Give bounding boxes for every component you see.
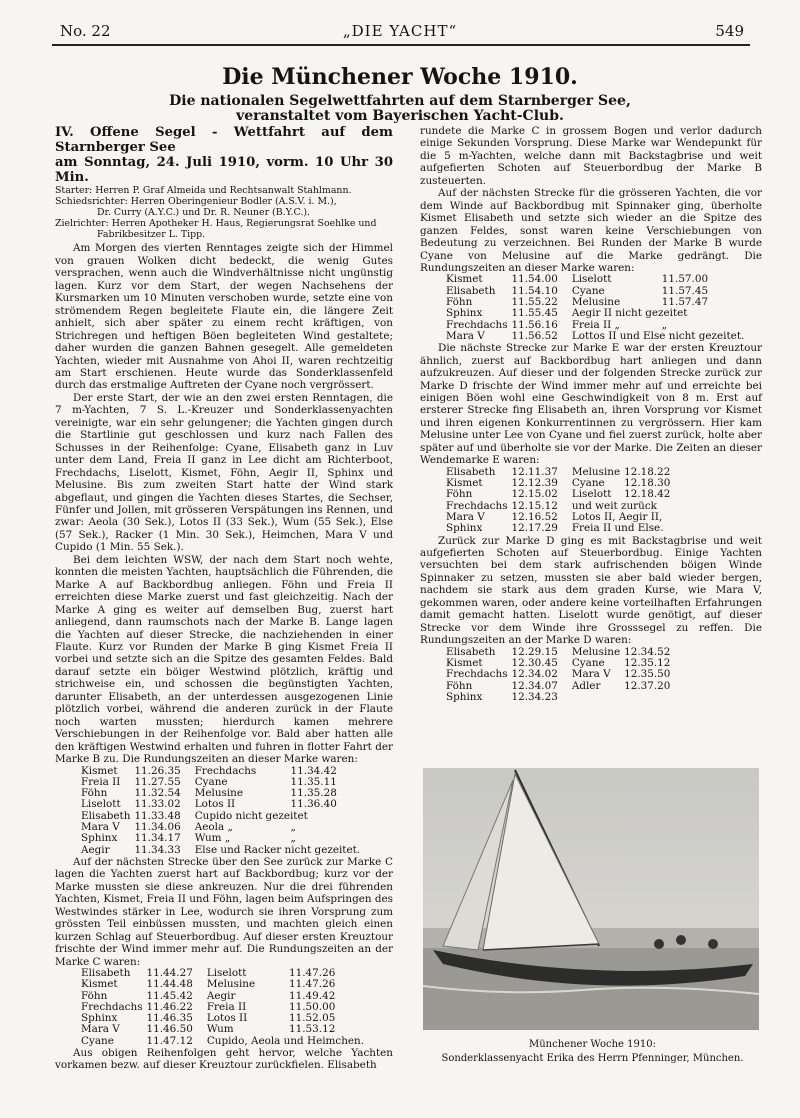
right-column bbox=[420, 125, 762, 703]
table-row: Sphinx 11.34.17 Wum „ „ bbox=[81, 832, 296, 845]
paragraph: Zurück zur Marke D ging es mit Backstagbrise und weit aufgefierten Schoten auf Steuerbordbug. Einige Yachten versuchten bei dem stark aufrischenden böigen Winde Spinnaker zu setzen, mussten sie aber bald wieder bergen, nachdem sie stark aus dem graden Kurse, wie Mara V, gekommen waren, oder andere keine vorteilhaften Erfahrungen damit gemacht hatten. Liselott wurde genötigt, auf dieser Strecke vor dem Winde ihre Grosssegel zu reffen. Die Rundungszeiten an der Marke D waren: bbox=[420, 534, 762, 647]
section-heading: IV. Offene Segel - Wettfahrt auf dem Starnberger See am Sonntag, 24. Juli 1910, vorm. 10 Uhr 30 Min. bbox=[55, 125, 393, 185]
officials-list bbox=[55, 185, 393, 240]
table-row: Sphinx 12.17.29 Freia II und Else. bbox=[446, 522, 664, 535]
water bbox=[423, 943, 759, 1030]
table-row: Aegir 11.34.33 Else und Racker nicht gezeitet. bbox=[81, 843, 361, 856]
table-row: Elisabeth 12.29.15 Melusine 12.34.52 bbox=[446, 645, 671, 658]
table-row: Elisabeth 12.11.37 Melusine 12.18.22 bbox=[446, 465, 671, 478]
sailboat-illustration bbox=[423, 768, 759, 1030]
rounding-times-mark-e bbox=[446, 467, 674, 535]
table-row: Cyane 11.47.12 Cupido, Aeola und Heimchen. bbox=[81, 1034, 365, 1047]
table-row: Elisabeth 11.33.48 Cupido nicht gezeitet bbox=[81, 809, 308, 822]
table-row: Mara V 11.46.50 Wum 11.53.12 bbox=[81, 1023, 336, 1036]
table-row: Elisabeth 11.44.27 Liselott 11.47.26 bbox=[81, 966, 336, 979]
table-row: Kismet 11.44.48 Melusine 11.47.26 bbox=[81, 978, 336, 991]
paragraph: Der erste Start, der wie an den zwei ersten Renntagen, die 7 m-Yachten, 7 S. L.-Kreuzer und Sonderklassenyachten vereinigte, war ein sehr gelungener; die Yachten gingen durch die Startlinie gut geschlossen und kurz nach Fallen des Schusses in der Reihenfolge: Cyane, Elisabeth ganz in Luv unter dem Land, Freia II ganz in Lee dicht am Richterboot, Frechdachs, Liselott, Kismet, Föhn, Aegir II, Sphinx und Melusine. Bis zum zweiten Start hatte der Wind stark abgeflaut, und gingen die Yachten dieses Startes, die Sechser, Fünfer und Jollen, mit grösseren Verspätungen ins Rennen, und zwar: Aeola (30 Sek.), Lotos II (33 Sek.), Wum (55 Sek.), Else (57 Sek.), Racker (1 Min. 30 Sek.), Heimchen, Mara V und Cupido (1 Min. 55 Sek.). bbox=[55, 391, 393, 554]
article-subtitle-line-1: Die nationalen Segelwettfahrten auf dem Starnberger See, bbox=[169, 93, 631, 109]
table-row: Föhn 11.55.22 Melusine 11.57.47 bbox=[446, 296, 709, 309]
table-row: Sphinx 11.46.35 Lotos II 11.52.05 bbox=[81, 1012, 336, 1025]
paragraph: Auf der nächsten Strecke für die grösseren Yachten, die vor dem Winde auf Backbordbug mit Spinnaker ging, überholte Kismet Elisabeth und setzte sich wieder an die Spitze des ganzen Feldes, sonst waren keine Verschiebungen von Bedeutung zu verzeichnen. Bei Runden der Marke B wurde Cyane von Melusine auf die Marke gedrängt. Die Rundungszeiten an dieser Marke waren: bbox=[420, 187, 762, 274]
table-row: Frechdachs 12.15.12 und weit zurück bbox=[446, 499, 657, 512]
table-row: Föhn 12.34.07 Adler 12.37.20 bbox=[446, 679, 671, 692]
officials-judges: Schiedsrichter: Herren Oberingenieur Bodler (A.S.V. i. M.), bbox=[55, 196, 337, 208]
officials-finish: Zielrichter: Herren Apotheker H. Haus, Regierungsrat Soehlke und bbox=[55, 218, 377, 230]
article-subtitle-line-2: veranstaltet vom Bayerischen Yacht-Club. bbox=[236, 108, 564, 124]
table-row: Föhn 11.45.42 Aegir 11.49.42 bbox=[81, 989, 336, 1002]
officials-starter: Starter: Herren P. Graf Almeida und Rechtsanwalt Stahlmann. bbox=[55, 185, 352, 196]
crew-member bbox=[654, 939, 664, 949]
table-row: Föhn 12.15.02 Liselott 12.18.42 bbox=[446, 488, 671, 501]
table-row: Föhn 11.32.54 Melusine 11.35.28 bbox=[81, 787, 337, 800]
table-row: Frechdachs 12.34.02 Mara V 12.35.50 bbox=[446, 668, 671, 681]
paragraph: Am Morgen des vierten Renntages zeigte sich der Himmel von grauen Wolken dicht bedeckt, die wenig Gutes versprachen, wenn auch die Windverhältnisse nicht ungünstig lagen. Kurz vor dem Start, der wegen Nachsehens der Kursmarken um 10 Minuten verschoben wurde, setzte eine von strömendem Regen begleitete Flaute ein, die längere Zeit anhielt, sich aber später zu einem recht kräftigen, von Strichregen und heftigen Böen begleiteten Wind gestaltete; daher wurden die ganzen Bahnen gesegelt. Alle gemeldeten Yachten, wieder mit Ausnahme von Ahoi II, waren rechtzeitig am Start erschienen. Heute wurde das Sonderklassenfeld durch das erstmalige Auftreten der Cyane noch vergrössert. bbox=[55, 242, 393, 392]
magazine-title: „DIE YACHT“ bbox=[342, 22, 458, 40]
page-number: 549 bbox=[715, 22, 744, 40]
photo-caption-line-2: Sonderklassenyacht Erika des Herrn Pfenninger, München. bbox=[441, 1053, 744, 1064]
table-row: Kismet 11.26.35 Frechdachs 11.34.42 bbox=[81, 764, 337, 777]
table-row: Kismet 12.30.45 Cyane 12.35.12 bbox=[446, 656, 671, 669]
table-row: Liselott 11.33.02 Lotos II 11.36.40 bbox=[81, 798, 337, 811]
rounding-times-mark-d bbox=[446, 647, 674, 703]
table-row: Sphinx 11.55.45 Aegir II nicht gezeitet bbox=[446, 307, 688, 320]
table-row: Mara V 11.56.52 Lottos II und Else nicht gezeitet. bbox=[446, 329, 745, 342]
table-row: Frechdachs 11.56.16 Freia II „ „ bbox=[446, 318, 668, 331]
paragraph: Bei dem leichten WSW, der nach dem Start noch wehte, konnten die meisten Yachten, hauptsächlich die Führenden, die Marke A auf Backbordbug anliegen. Föhn und Freia II erreichten diese Marke zuerst und fast gleichzeitig. Nach der Marke A ging es weiter auf demselben Bug, zuerst hart anliegend, dann raumschots nach der Marke B. Lange lagen die Yachten auf dieser Strecke, die nachziehenden in einer Flaute. Kurz vor Runden der Marke B ging Kismet Freia II vorbei und setzte sich an die Spitze des gesamten Feldes. Bald darauf setzte ein böiger Westwind plötzlich, kräftig und strichweise ein, und schossen die begünstigten Yachten, darunter Elisabeth, an der unterdessen ausgezogenen Linie plötzlich vorbei, während die anderen zurück in der Flaute noch warten mussten; hierdurch kamen mehrere Verschiebungen in der Reihenfolge vor. Bald aber hatten alle den kräftigen Westwind erhalten und fuhren in flotter Fahrt der Marke B zu. Die Rundungszeiten an dieser Marke waren: bbox=[55, 553, 393, 766]
officials-judges-cont: Dr. Curry (A.Y.C.) und Dr. R. Neuner (B.Y.C.). bbox=[97, 207, 310, 219]
issue-number: No. 22 bbox=[60, 22, 111, 40]
article-title: Die Münchener Woche 1910. bbox=[222, 64, 578, 90]
paragraph: rundete die Marke C in grossem Bogen und verlor dadurch einige Sekunden Vorsprung. Diese Marke war Wendepunkt für die 5 m-Yachten, welche dann mit Backstagbrise und weit aufgefierten Schoten auf Steuerbordbug der Marke B zusteuerten. bbox=[420, 125, 762, 187]
rounding-times-mark-b bbox=[81, 766, 364, 856]
table-row: Mara V 12.16.52 Lotos II, Aegir II, bbox=[446, 510, 663, 523]
paragraph: Auf der nächsten Strecke über den See zurück zur Marke C lagen die Yachten zuerst hart auf Backbordbug; kurz vor der Marke mussten sie diese ankreuzen. Nur die drei führenden Yachten, Kismet, Freia II und Föhn, lagen beim Aufspringen des Westwindes stärker in Lee, wodurch sie ihren Vorsprung zum grössten Teil einbüssen mussten, und machten gleich einen kurzen Schlag auf Steuerbordbug. Auf dieser ersten Kreuztour frischte der Wind immer mehr auf. Die Rundungszeiten an der Marke C waren: bbox=[55, 855, 393, 968]
officials-finish-cont: Fabrikbesitzer L. Tipp. bbox=[97, 229, 206, 241]
photo-caption-line-1: Münchener Woche 1910: bbox=[529, 1039, 656, 1050]
table-row: Sphinx 12.34.23 bbox=[446, 690, 558, 703]
crew-member bbox=[708, 939, 718, 949]
paragraph: Die nächste Strecke zur Marke E war der ersten Kreuztour ähnlich, zuerst auf Backbordbug hart anliegen und dann aufzukreuzen. Auf dieser und der folgenden Strecke zurück zur Marke D frischte der Wind immer mehr auf und erreichte bei einigen Böen wohl eine Geschwindigkeit von 8 m. Erst auf ersterer Strecke fing Elisabeth an, ihren Vorsprung vor Kismet und ihren eigenen Konkurrentinnen zu vergrössern. Hier kam Melusine unter Lee von Cyane und fiel zuerst zurück, holte aber später auf und überholte sie vor der Marke. Die Zeiten an dieser Wendemarke E waren: bbox=[420, 342, 762, 467]
header-rule bbox=[52, 44, 750, 46]
table-row: Kismet 12.12.39 Cyane 12.18.30 bbox=[446, 477, 671, 490]
mainsail bbox=[483, 774, 599, 950]
rounding-times-mark-c bbox=[81, 968, 368, 1047]
yacht-photo bbox=[423, 768, 759, 1030]
paragraph: Aus obigen Reihenfolgen geht hervor, welche Yachten vorkamen bezw. auf dieser Kreuztour zurückfielen. Elisabeth bbox=[55, 1047, 393, 1072]
table-row: Mara V 11.34.06 Aeola „ „ bbox=[81, 820, 296, 833]
table-row: Frechdachs 11.46.22 Freia II 11.50.00 bbox=[81, 1000, 336, 1013]
table-row: Freia II 11.27.55 Cyane 11.35.11 bbox=[81, 775, 337, 788]
left-column bbox=[55, 125, 393, 1072]
rounding-times-mark-b-second bbox=[446, 274, 748, 342]
crew-member bbox=[676, 935, 686, 945]
table-row: Elisabeth 11.54.10 Cyane 11.57.45 bbox=[446, 284, 709, 297]
table-row: Kismet 11.54.00 Liselott 11.57.00 bbox=[446, 273, 709, 286]
